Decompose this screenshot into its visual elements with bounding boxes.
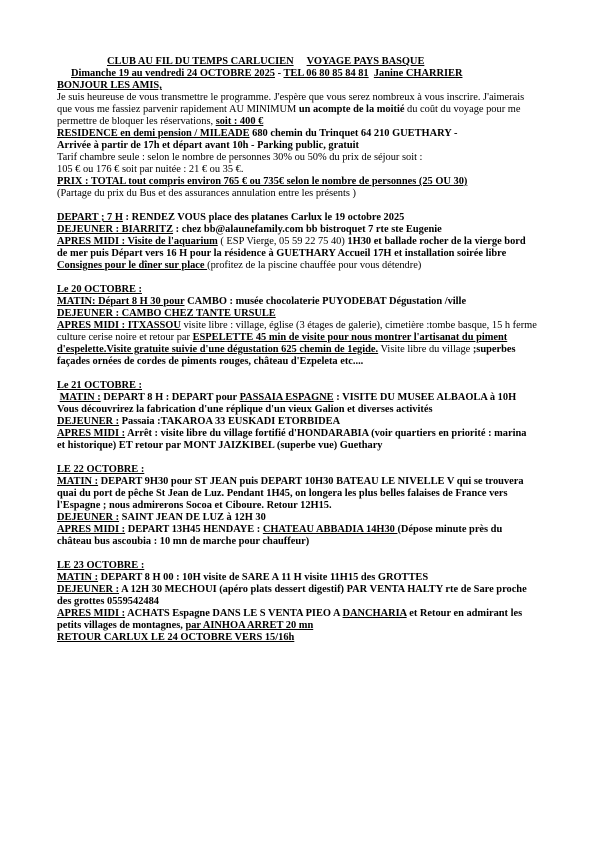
day19-depart: DEPART ; 7 H : RENDEZ VOUS place des platanes Carlux le 19 octobre 2025 [57, 212, 405, 223]
arrival-line: Arrivée à partir de 17h et départ avant 10h - Parking public, gratuit [57, 140, 359, 151]
prix-line: PRIX : TOTAL tout compris environ 765 € ou 735€ selon le nombre de personnes (25 OU 30) [57, 176, 468, 187]
day20-apres-midi: APRES MIDI : ITXASSOU visite libre : village, église (3 étages de galerie), cimetière :tombe basque, 15 h ferme culture cerise noire et retour par ESPELETTE 45 min de visite pour nous montrer l'artisanat du piment d'espelette.Visite gratuite suivie d'une dégustation 625 chemin de 1egide. Visite libre du village ;superbes façades ornées de cordes de piments rouges, château d'Ezpeleta etc.... [57, 320, 537, 367]
day22-dejeuner: DEJEUNER : SAINT JEAN DE LUZ à 12H 30 [57, 512, 266, 523]
intro-paragraph: Je suis heureuse de vous transmettre le programme. J'espère que vous serez nombreux à vous inscrire. J'aimerais que vous me fassiez parvenir rapidement AU MINIMUM un acompte de la moitié du coût du voyage pour me permettre de bloquer les réservations, soit : 400 € [57, 92, 525, 127]
header-title-line [57, 56, 537, 68]
deposit-amount: soit : 400 € [215, 116, 264, 127]
partage-line: (Partage du prix du Bus et des assurances annulation entre les présents ) [57, 188, 356, 199]
day23-matin: MATIN : DEPART 8 H 00 : 10H visite de SARE A 11 H visite 11H15 des GROTTES [57, 572, 429, 583]
day23-title: LE 23 OCTOBRE : [57, 560, 145, 571]
day21-matin: MATIN : DEPART 8 H : DEPART pour PASSAIA ESPAGNE : VISITE DU MUSEE ALBAOLA à 10H Vous découvrirez la fabrication d'une réplique d'un vieux Galion et diverses activités [57, 392, 517, 415]
trip-dates: Dimanche 19 au vendredi 24 OCTOBRE 2025 [71, 68, 275, 79]
day21-apres-midi: APRES MIDI : Arrêt : visite libre du village fortifié d'HONDARABIA (voir quartiers en priorité : marina et historique) ET retour par MONT JAIZKIBEL (superbe vue) Guethary [57, 428, 527, 451]
day21-title: Le 21 OCTOBRE : [57, 380, 142, 391]
club-name: CLUB AU FIL DU TEMPS CARLUCIEN [107, 56, 294, 67]
day23-apres-midi: APRES MIDI : ACHATS Espagne DANS LE S VENTA PIEO A DANCHARIA et Retour en admirant les petits villages de montagnes, par AINHOA ARRET 20 mn [57, 608, 523, 631]
day20-title: Le 20 OCTOBRE : [57, 284, 142, 295]
day19-apres-midi: APRES MIDI : Visite de l'aquarium ( ESP Vierge, 05 59 22 75 40) 1H30 et ballade rocher de la vierge bord de mer puis Départ vers 16 H pour la résidence à GUETHARY Accueil 17H et installation soirée libre Consignes pour le dîner sur place (profitez de la piscine chauffée pour vous détendre) [57, 236, 526, 271]
residence-line: RESIDENCE en demi pension / MILEADE 680 chemin du Trinquet 64 210 GUETHARY - [57, 128, 458, 139]
greeting: BONJOUR LES AMIS, [57, 80, 162, 91]
phone: TEL 06 80 85 84 81 [283, 68, 369, 79]
day21-dejeuner: DEJEUNER : Passaia :TAKAROA 33 EUSKADI ETORBIDEA [57, 416, 341, 427]
voyage-name: VOYAGE PAYS BASQUE [306, 56, 425, 67]
tarif-line-1: Tarif chambre seule : selon le nombre de personnes 30% ou 50% du prix de séjour soit : [57, 152, 423, 163]
day22-matin: MATIN : DEPART 9H30 pour ST JEAN puis DEPART 10H30 BATEAU LE NIVELLE V qui se trouvera quai du port de pêche St Jean de Luz. Pendant 1H45, on longera les plus belles falaises de France vers l'Espagne ; nous admirerons Socoa et Ciboure. Retour 12H15. [57, 476, 524, 511]
tarif-line-2: 105 € ou 176 € soit par nuitée : 21 € ou 35 €. [57, 164, 244, 175]
day22-apres-midi: APRES MIDI : DEPART 13H45 HENDAYE : CHATEAU ABBADIA 14H30 (Dépose minute près du château bus ascoubia : 10 mn de marche pour chauffeur) [57, 524, 503, 547]
day23-dejeuner: DEJEUNER : A 12H 30 MECHOUI (apéro plats dessert digestif) PAR VENTA HALTY rte de Sare proche des grottes 0559542484 [57, 584, 527, 607]
day19-dejeuner: DEJEUNER : BIARRITZ : chez bb@alaunefamily.com bb bistroquet 7 rte ste Eugenie [57, 224, 442, 235]
document-page [57, 56, 537, 644]
header-dates-line: Dimanche 19 au vendredi 24 OCTOBRE 2025 - TEL 06 80 85 84 81 Janine CHARRIER [71, 68, 463, 79]
day20-dejeuner: DEJEUNER : CAMBO CHEZ TANTE URSULE [57, 308, 276, 319]
contact-name: Janine CHARRIER [373, 68, 463, 79]
day23-retour: RETOUR CARLUX LE 24 OCTOBRE VERS 15/16h [57, 632, 295, 643]
day20-matin: MATIN: Départ 8 H 30 pour CAMBO : musée chocolaterie PUYODEBAT Dégustation /ville [57, 296, 467, 307]
day22-title: LE 22 OCTOBRE : [57, 464, 145, 475]
